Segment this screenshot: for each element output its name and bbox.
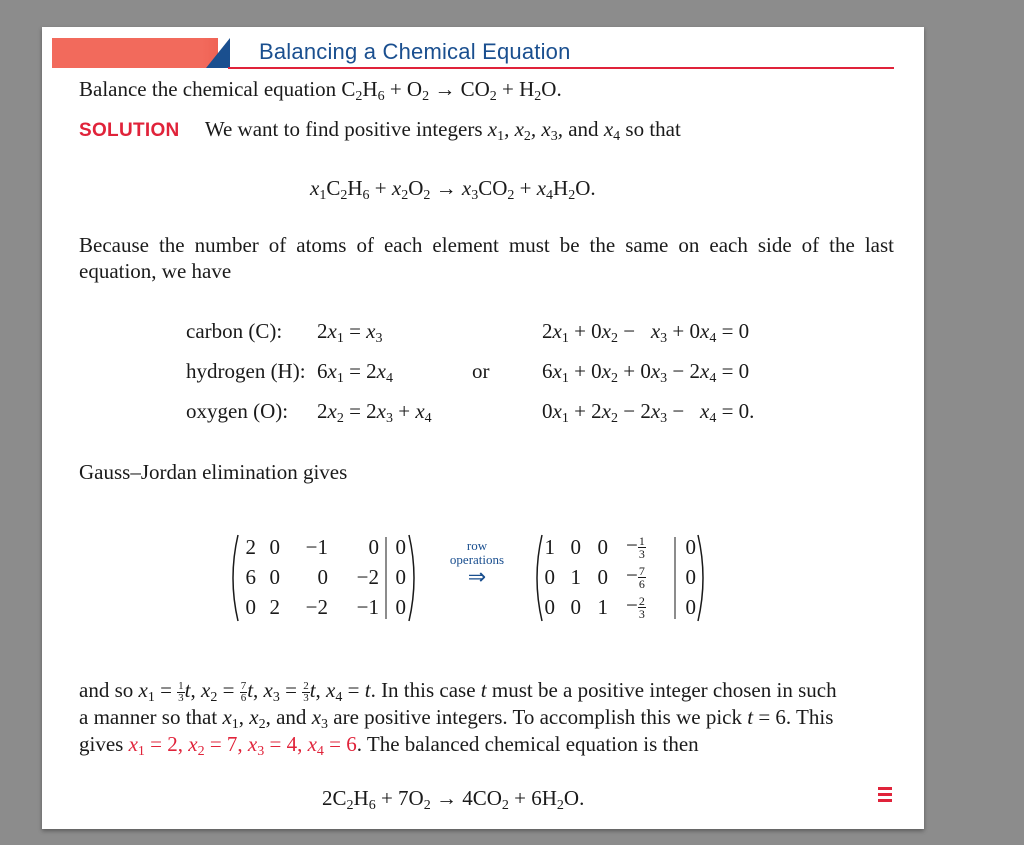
matrix-cell: 0	[597, 565, 608, 589]
carbon-label: carbon (C):	[186, 319, 283, 343]
right-equation-1: 2x1 + 0x2 − x3 + 0x4 = 0	[542, 319, 750, 346]
textbook-page	[42, 27, 924, 829]
matrix-cell: 0	[395, 565, 406, 589]
matrix-cell: 0	[395, 535, 406, 559]
matrix-cell: 2	[269, 595, 280, 619]
general-equation: $x1C_2H_6 + x2O_2 \to x3CO_2 + x4H_2O$.	[310, 176, 596, 203]
oxygen-label: oxygen (O):	[186, 399, 289, 423]
matrix-cell: −2	[356, 565, 379, 589]
matrix-cell: 0	[685, 565, 696, 589]
matrix-cell: 1	[597, 595, 608, 619]
intro-prefix: Balance the chemical equation	[79, 77, 337, 101]
matrix-cell: 0	[245, 595, 256, 619]
solution-text-after: so that	[625, 117, 681, 141]
hydrogen-equation: 6x1 = 2x4	[317, 359, 393, 386]
header-accent-triangle	[206, 38, 230, 68]
conclusion-line-1: and so x1 = $\frac{1}{3}$ t, x2 = $\frac{7}{6}$ t, x3 = $\frac{2}{3}$ t, x4 = t. In this case t must be a positive integer chosen in such	[79, 678, 837, 705]
solution-values: x1 = 2, x2 = 7, x3 = 4, x4 = 6	[128, 732, 357, 759]
matrix-cell: 0	[597, 535, 608, 559]
matrix-cell: 0	[685, 535, 696, 559]
row-operations-line2: operations	[449, 552, 505, 567]
matrix-cell: 0	[317, 565, 328, 589]
matrix-cell: 0	[544, 565, 555, 589]
solution-text-before: We want to find positive integers	[204, 117, 483, 141]
or-word: or	[472, 359, 490, 383]
matrix-cell: 2	[245, 535, 256, 559]
matrix-cell: 0	[544, 595, 555, 619]
augmented-matrix-right	[530, 533, 710, 623]
matrix-cell: 1	[544, 535, 555, 559]
hydrogen-label: hydrogen (H):	[186, 359, 306, 383]
matrix-cell: 6	[245, 565, 256, 589]
matrix-cell: 0	[685, 595, 696, 619]
matrix-cell: 1	[570, 565, 581, 589]
conclusion-line-2: a manner so that x1, x2, and x3 are positive integers. To accomplish this we pick t = 6. This	[79, 705, 834, 732]
augmented-matrix-left	[226, 533, 421, 623]
right-paren	[407, 533, 421, 623]
matrix-fraction-cell: − $\frac{7}{6}$	[626, 563, 645, 591]
matrix-cell: −1	[356, 595, 379, 619]
matrix-cell: 0	[269, 565, 280, 589]
matrix-cell: 0	[570, 535, 581, 559]
matrix-cell: 0	[570, 595, 581, 619]
example-title: Balancing a Chemical Equation	[259, 39, 571, 64]
end-of-example-icon	[878, 787, 892, 805]
gauss-jordan-text: Gauss–Jordan elimination gives	[79, 460, 348, 484]
carbon-equation: 2x1 = x3	[317, 319, 383, 346]
matrix-cell: 0	[395, 595, 406, 619]
balanced-equation: $2C_2H_6 + 7O_2 \to 4CO_2 + 6H_2O$.	[322, 786, 585, 813]
right-equation-3: 0x1 + 2x2 − 2x3 − x4 = 0.	[542, 399, 755, 426]
matrix-cell: 0	[269, 535, 280, 559]
solution-line: SOLUTION We want to find positive integers x1, x2, x3, and x4 so that	[79, 117, 681, 144]
right-paren	[696, 533, 710, 623]
solution-vars: x1, x2, x3,	[487, 117, 563, 144]
matrix-cell: −2	[305, 595, 328, 619]
row-operations-arrow	[439, 539, 515, 589]
header-accent-bar	[52, 38, 218, 68]
header-underline	[228, 67, 894, 69]
matrix-fraction-cell: − $\frac{2}{3}$	[626, 593, 645, 621]
matrix-cell: 0	[368, 535, 379, 559]
intro-statement	[79, 76, 562, 102]
solution-label: SOLUTION	[79, 120, 180, 141]
matrix-cell: −1	[305, 535, 328, 559]
oxygen-equation: 2x2 = 2x3 + x4	[317, 399, 432, 426]
row-operations-line1: row	[466, 538, 488, 553]
matrix-fraction-cell: − $\frac{1}{3}$	[626, 533, 645, 561]
because-paragraph: Because the number of atoms of each element must be the same on each side of the last equation, we have	[79, 233, 894, 283]
right-equation-2: 6x1 + 0x2 + 0x3 − 2x4 = 0	[542, 359, 750, 386]
implies-arrow-icon: ⇒	[467, 565, 487, 590]
intro-equation: $C_2H_6 + O_2 \to CO_2 + H_2O$.	[341, 77, 562, 104]
conclusion-line-3: gives x1 = 2, x2 = 7, x3 = 4, x4 = 6. The balanced chemical equation is then	[79, 732, 699, 759]
